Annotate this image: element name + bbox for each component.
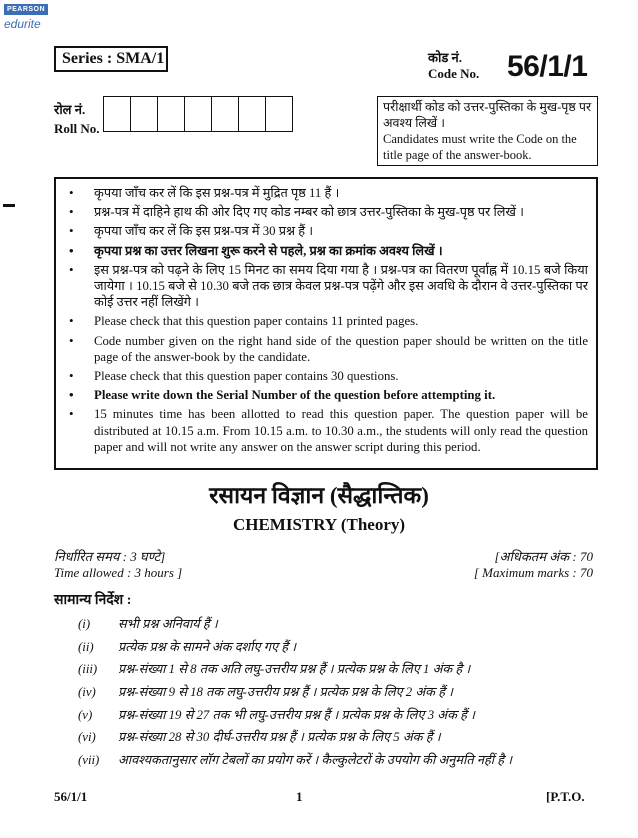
general-instruction-number: (v)	[78, 707, 93, 722]
general-instruction-number: (i)	[78, 617, 91, 631]
code-number: 56/1/1	[507, 50, 588, 83]
general-instruction-item	[78, 636, 598, 659]
code-note-hi: परीक्षार्थी कोड को उत्तर-पुस्तिका के मुख-पृष्ठ पर अवश्य लिखें ।	[383, 100, 592, 130]
max-marks-en: [ Maximum marks : 70	[473, 565, 593, 580]
instruction-item: • कृपया जाँच कर लें कि इस प्रश्न-पत्र में मुद्रित पृष्ठ 11 हैं ।	[64, 185, 588, 201]
instruction-item: • Please check that this question paper contains 11 printed pages.	[64, 313, 588, 329]
general-instruction-item	[78, 613, 598, 636]
roll-label-en: Roll No.	[54, 121, 100, 136]
roll-number-box	[103, 96, 132, 132]
roll-number-box	[130, 96, 159, 132]
general-instruction-number: (vi)	[78, 730, 96, 745]
max-marks-hi: [अधिकतम अंक : 70	[494, 549, 593, 564]
roll-label-hi: रोल नं.	[54, 102, 86, 117]
general-instruction-item	[78, 658, 598, 681]
instruction-item: • कृपया प्रश्न का उत्तर लिखना शुरू करने से पहले, प्रश्न का क्रमांक अवश्य लिखें ।	[64, 243, 588, 259]
series-label: Series : SMA/1	[54, 46, 168, 72]
general-instructions-list	[78, 613, 598, 772]
instruction-item: • प्रश्न-पत्र में दाहिने हाथ की ओर दिए गए कोड नम्बर को छात्र उत्तर-पुस्तिका के मुख-पृष्ठ पर लिखें ।	[64, 204, 588, 220]
general-instruction-number: (iii)	[78, 662, 98, 677]
instruction-item: • Code number given on the right hand side of the question paper should be written on the title page of the answer-book by the candidate.	[64, 333, 588, 365]
instruction-item: • इस प्रश्न-पत्र को पढ़ने के लिए 15 मिनट का समय दिया गया है । प्रश्न-पत्र का वितरण पूर्वाह्न में 10.15 बजे किया जायेगा । 10.15 बजे से 10.30 बजे तक छात्र केवल प्रश्न-पत्र पढ़ेंगे और इस अवधि के दौरान वे उत्तर-पुस्तिका पर कोई उत्तर नहीं लिखेंगे ।	[64, 262, 588, 311]
general-instruction-text: प्रश्न-संख्या 9 से 18 तक लघु-उत्तरीय प्रश्न हैं । प्रत्येक प्रश्न के लिए 2 अंक हैं ।	[118, 685, 454, 700]
roll-number-box	[184, 96, 213, 132]
roll-label	[54, 100, 100, 138]
general-instruction-number: (vii)	[78, 753, 100, 768]
instruction-item: • 15 minutes time has been allotted to read this question paper. The question paper will be distributed at 10.15 a.m. From 10.15 a.m. to 10.30 a.m., the students will only read the question paper and will not write any answer on the answer script during this period.	[64, 406, 588, 455]
page-number: 1	[296, 789, 303, 804]
roll-number-box	[265, 96, 294, 132]
general-instruction-text: आवश्यकतानुसार लॉग टेबलों का प्रयोग करें । कैल्कुलेटरों के उपयोग की अनुमति नहीं है ।	[118, 753, 513, 768]
code-note-en: Candidates must write the Code on the title page of the answer-book.	[383, 132, 577, 162]
roll-number-box	[157, 96, 186, 132]
code-label-hi: कोड नं.	[428, 50, 463, 65]
general-instruction-item	[78, 726, 598, 749]
general-instruction-text: सभी प्रश्न अनिवार्य हैं ।	[118, 617, 218, 631]
roll-number-box	[211, 96, 240, 132]
code-instruction-box	[377, 96, 598, 166]
code-label-en: Code No.	[428, 66, 480, 81]
margin-mark	[3, 204, 15, 207]
time-allowed-en: Time allowed : 3 hours ]	[54, 565, 183, 580]
footer-code: 56/1/1	[54, 789, 88, 804]
general-instruction-text: प्रत्येक प्रश्न के सामने अंक दर्शाए गए हैं ।	[118, 639, 297, 654]
subject-title-english: CHEMISTRY (Theory)	[232, 515, 406, 534]
instructions-list	[64, 185, 588, 455]
subject-title-hindi: रसायन विज्ञान (सैद्धान्तिक)	[209, 483, 429, 508]
roll-number-box	[238, 96, 267, 132]
general-instruction-number: (iv)	[78, 685, 96, 700]
general-instruction-item	[78, 749, 598, 772]
pto-label: [P.T.O.	[546, 789, 585, 804]
general-instruction-item	[78, 704, 598, 727]
edurite-logo: edurite	[4, 17, 41, 31]
general-instructions-title: सामान्य निर्देश :	[54, 593, 132, 608]
roll-number-boxes	[104, 96, 293, 132]
code-label	[428, 50, 479, 82]
general-instruction-text: प्रश्न-संख्या 1 से 8 तक अति लघु-उत्तरीय प्रश्न हैं । प्रत्येक प्रश्न के लिए 1 अंक है ।	[118, 662, 471, 677]
general-instruction-item	[78, 681, 598, 704]
instruction-item: • Please check that this question paper contains 30 questions.	[64, 368, 588, 384]
general-instruction-text: प्रश्न-संख्या 28 से 30 दीर्घ-उत्तरीय प्रश्न हैं । प्रत्येक प्रश्न के लिए 5 अंक हैं ।	[118, 730, 441, 745]
instruction-item: • Please write down the Serial Number of the question before attempting it.	[64, 387, 588, 403]
general-instruction-number: (ii)	[78, 639, 94, 654]
general-instruction-text: प्रश्न-संख्या 19 से 27 तक भी लघु-उत्तरीय प्रश्न हैं । प्रत्येक प्रश्न के लिए 3 अंक हैं ।	[118, 707, 475, 722]
instructions-box	[54, 177, 598, 470]
instruction-item: • कृपया जाँच कर लें कि इस प्रश्न-पत्र में 30 प्रश्न हैं ।	[64, 223, 588, 239]
pearson-logo: PEARSON	[4, 4, 48, 15]
time-allowed-hi: निर्धारित समय : 3 घण्टे]	[54, 549, 166, 564]
